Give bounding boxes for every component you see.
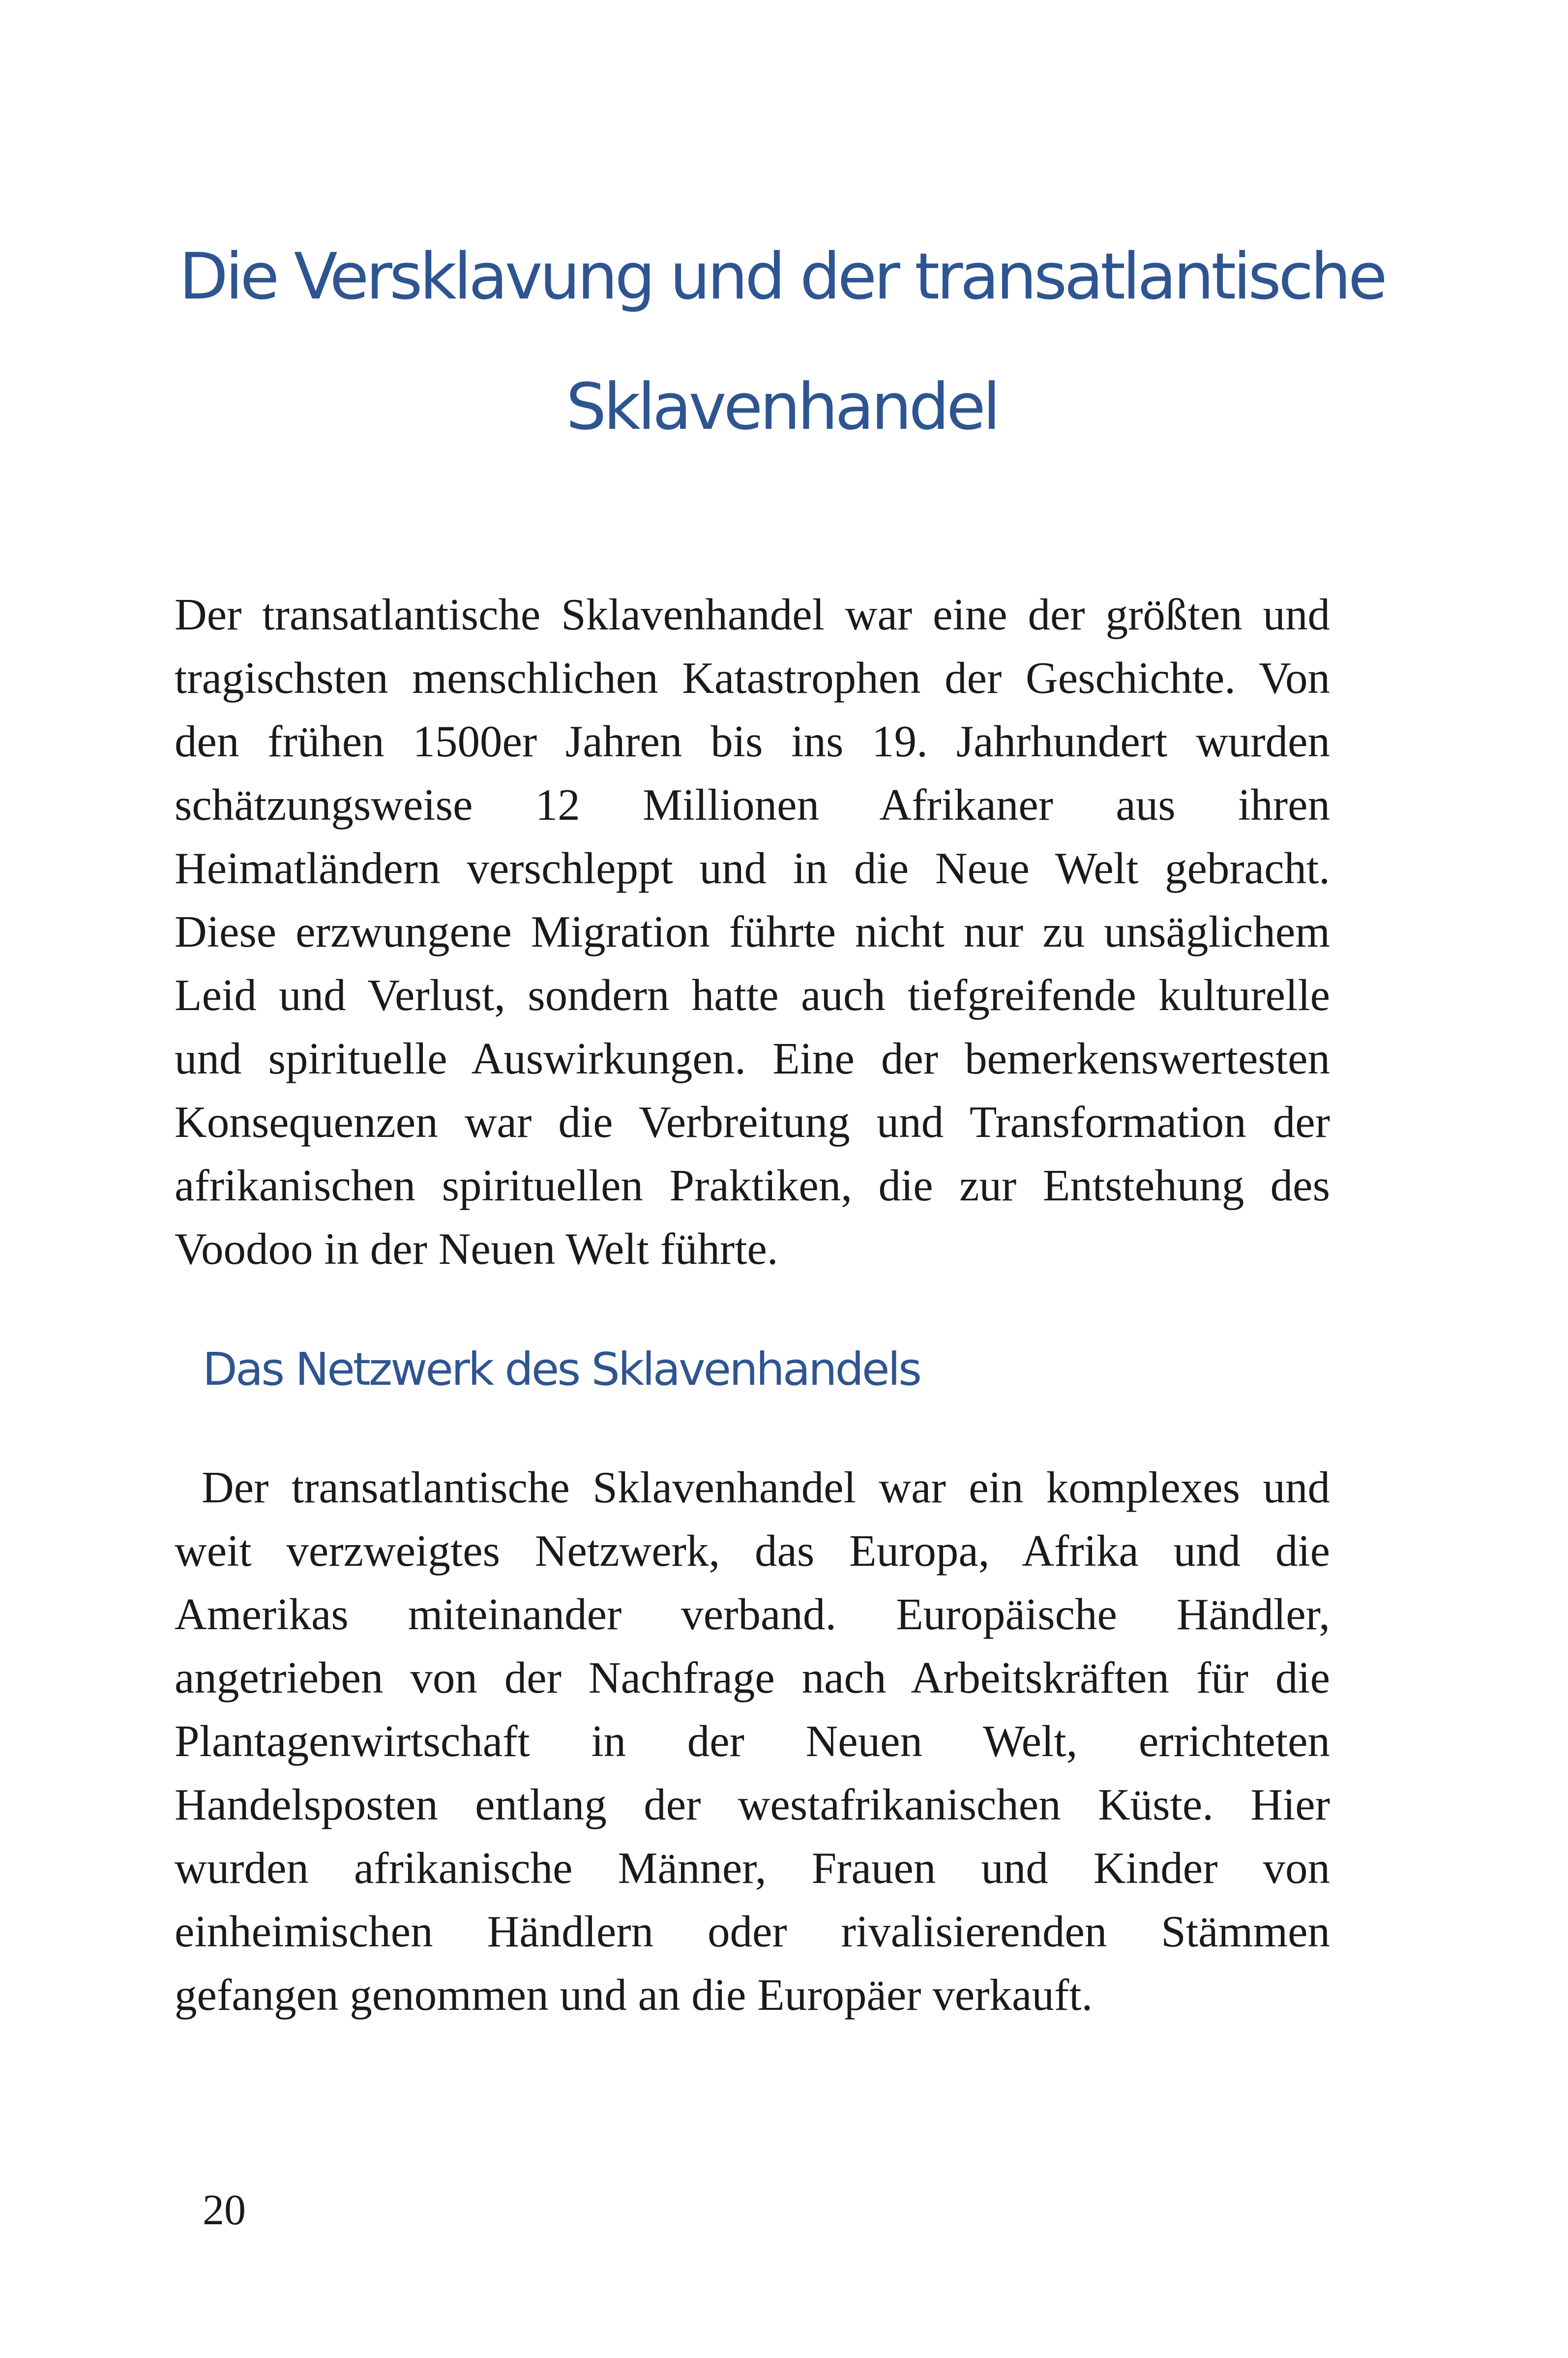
- chapter-title-line-1: Die Versklavung und der transatlantische: [179, 239, 1385, 314]
- network-paragraph-text: Der transatlantische Sklavenhandel war ein komplexes und weit verzweigtes Netzwerk, das Europa, Afrika und die Amerikas miteinander verband. Europäische Händler, angetrieben von der Nachfrage nach Arbeitskräften für die Plantagenwirtschaft in der Neuen Welt, errichteten Handelsposten entlang der westafrikanischen Küste. Hier wurden afrikanische Männer, Frauen und Kinder von einheimischen Händlern oder rivalisierenden Stämmen gefangen genommen und an die Europäer verkauft.: [175, 1463, 1330, 2020]
- chapter-title: [148, 211, 1416, 472]
- chapter-title-line-2: Sklavenhandel: [566, 369, 998, 444]
- intro-paragraph: Der transatlantische Sklavenhandel war eine der größten und tragischsten menschlichen Katastrophen der Geschichte. Von den frühen 1500er Jahren bis ins 19. Jahrhundert wurden schätzungsweise 12 Millionen Afrikaner aus ihren Heimatländern verschleppt und in die Neue Welt gebracht. Diese erzwungene Migration führte nicht nur zu unsäglichem Leid und Verlust, sondern hatte auch tiefgreifende kulturelle und spirituelle Auswirkungen. Eine der bemerkenswertesten Konsequenzen war die Verbreitung und Transformation der afrikanischen spirituellen Praktiken, die zur Entstehung des Voodoo in der Neuen Welt führte.: [175, 590, 1330, 1274]
- section-heading: Das Netzwerk des Sklavenhandels: [203, 1343, 920, 1396]
- network-paragraph: [175, 1456, 1330, 2027]
- page-number: 20: [203, 2186, 246, 2234]
